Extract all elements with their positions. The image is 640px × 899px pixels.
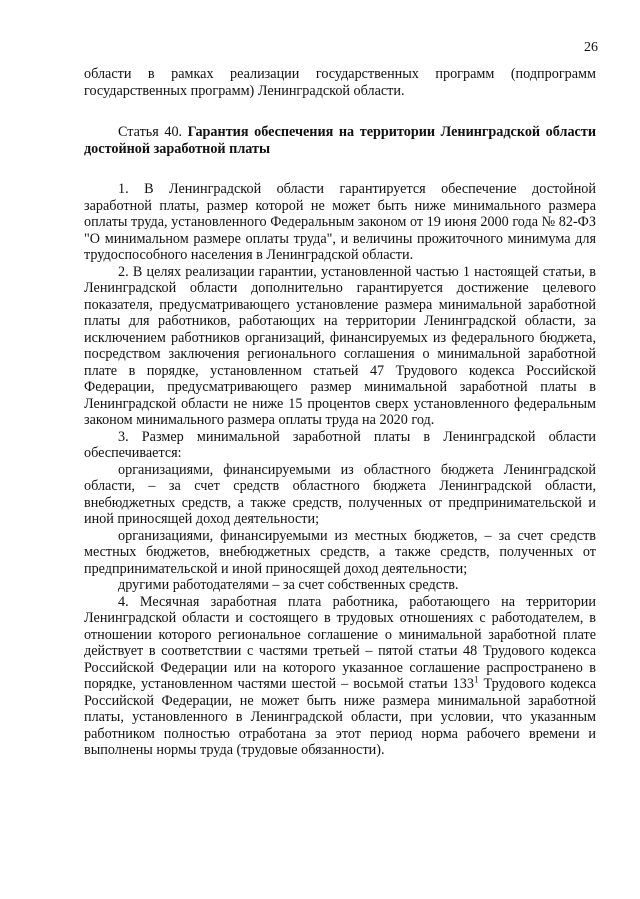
paragraph-3: 3. Размер минимальной заработной платы в Ленинградской области обеспечивается: — [84, 428, 596, 461]
paragraph-4-text-before: 4. Месячная заработная плата работника, работающего на территории Ленинградской области и состоящего в трудовых отношениях с работодателем, в отношении которого региональное соглашение о минимальной заработной плате действует в соответствии с частями третьей – пятой статьи 48 Трудового кодекса Российской Федерации или на которого указанное соглашение распространено в порядке, установленном частями шестой – восьмой статьи 133 — [84, 593, 596, 692]
page-number: 26 — [584, 40, 598, 55]
document-body — [84, 66, 596, 759]
article-heading — [84, 124, 596, 157]
article-superscript: 1 — [473, 674, 479, 685]
paragraph-1: 1. В Ленинградской области гарантируется обеспечение достойной заработной платы, размер которой не может быть ниже минимального размера оплаты труда, установленного Федеральным законом от 19 июня 2000 года № 82-ФЗ "О минимальном размере оплаты труда", и величины прожиточного минимума для трудоспособного населения в Ленинградской области. — [84, 181, 596, 263]
paragraph-3-item-regional: организациями, финансируемыми из областного бюджета Ленинградской области, – за счет средств областного бюджета Ленинградской области, внебюджетных средств, а также средств, полученных от предпринимательской и иной приносящей доход деятельности; — [84, 461, 596, 527]
paragraph-4-text-after: Трудового кодекса Российской Федерации, не может быть ниже размера минимальной заработной платы, установленного в Ленинградской области, при условии, что указанным работником полностью отработана за этот период норма рабочего времени и выполнены нормы труда (трудовые обязанности). — [84, 676, 596, 758]
article-title: Гарантия обеспечения на территории Ленинградской области достойной заработной платы — [84, 124, 596, 157]
paragraph-3-item-local: организациями, финансируемыми из местных бюджетов, – за счет средств местных бюджетов, внебюджетных средств, а также средств, полученных от предпринимательской и иной приносящей доход деятельности; — [84, 527, 596, 577]
paragraph-4 — [84, 594, 596, 759]
paragraph-2: 2. В целях реализации гарантии, установленной частью 1 настоящей статьи, в Ленинградской области дополнительно гарантируется достижение целевого показателя, предусматривающего установление размера минимальной заработной платы для работников, работающих на территории Ленинградской области, за исключением работников организаций, финансируемых из федерального бюджета, посредством заключения регионального соглашения о минимальной заработной плате в порядке, установленном статьей 47 Трудового кодекса Российской Федерации, предусматривающего размер минимальной заработной платы в Ленинградской области не ниже 15 процентов сверх установленного федеральным законом минимального размера оплаты труда на 2020 год. — [84, 263, 596, 428]
article-number: Статья 40. — [118, 124, 183, 140]
paragraph-3-item-other: другими работодателями – за счет собственных средств. — [118, 577, 459, 593]
intro-paragraph: области в рамках реализации государственных программ (подпрограмм государственных программ) Ленинградской области. — [84, 66, 596, 99]
